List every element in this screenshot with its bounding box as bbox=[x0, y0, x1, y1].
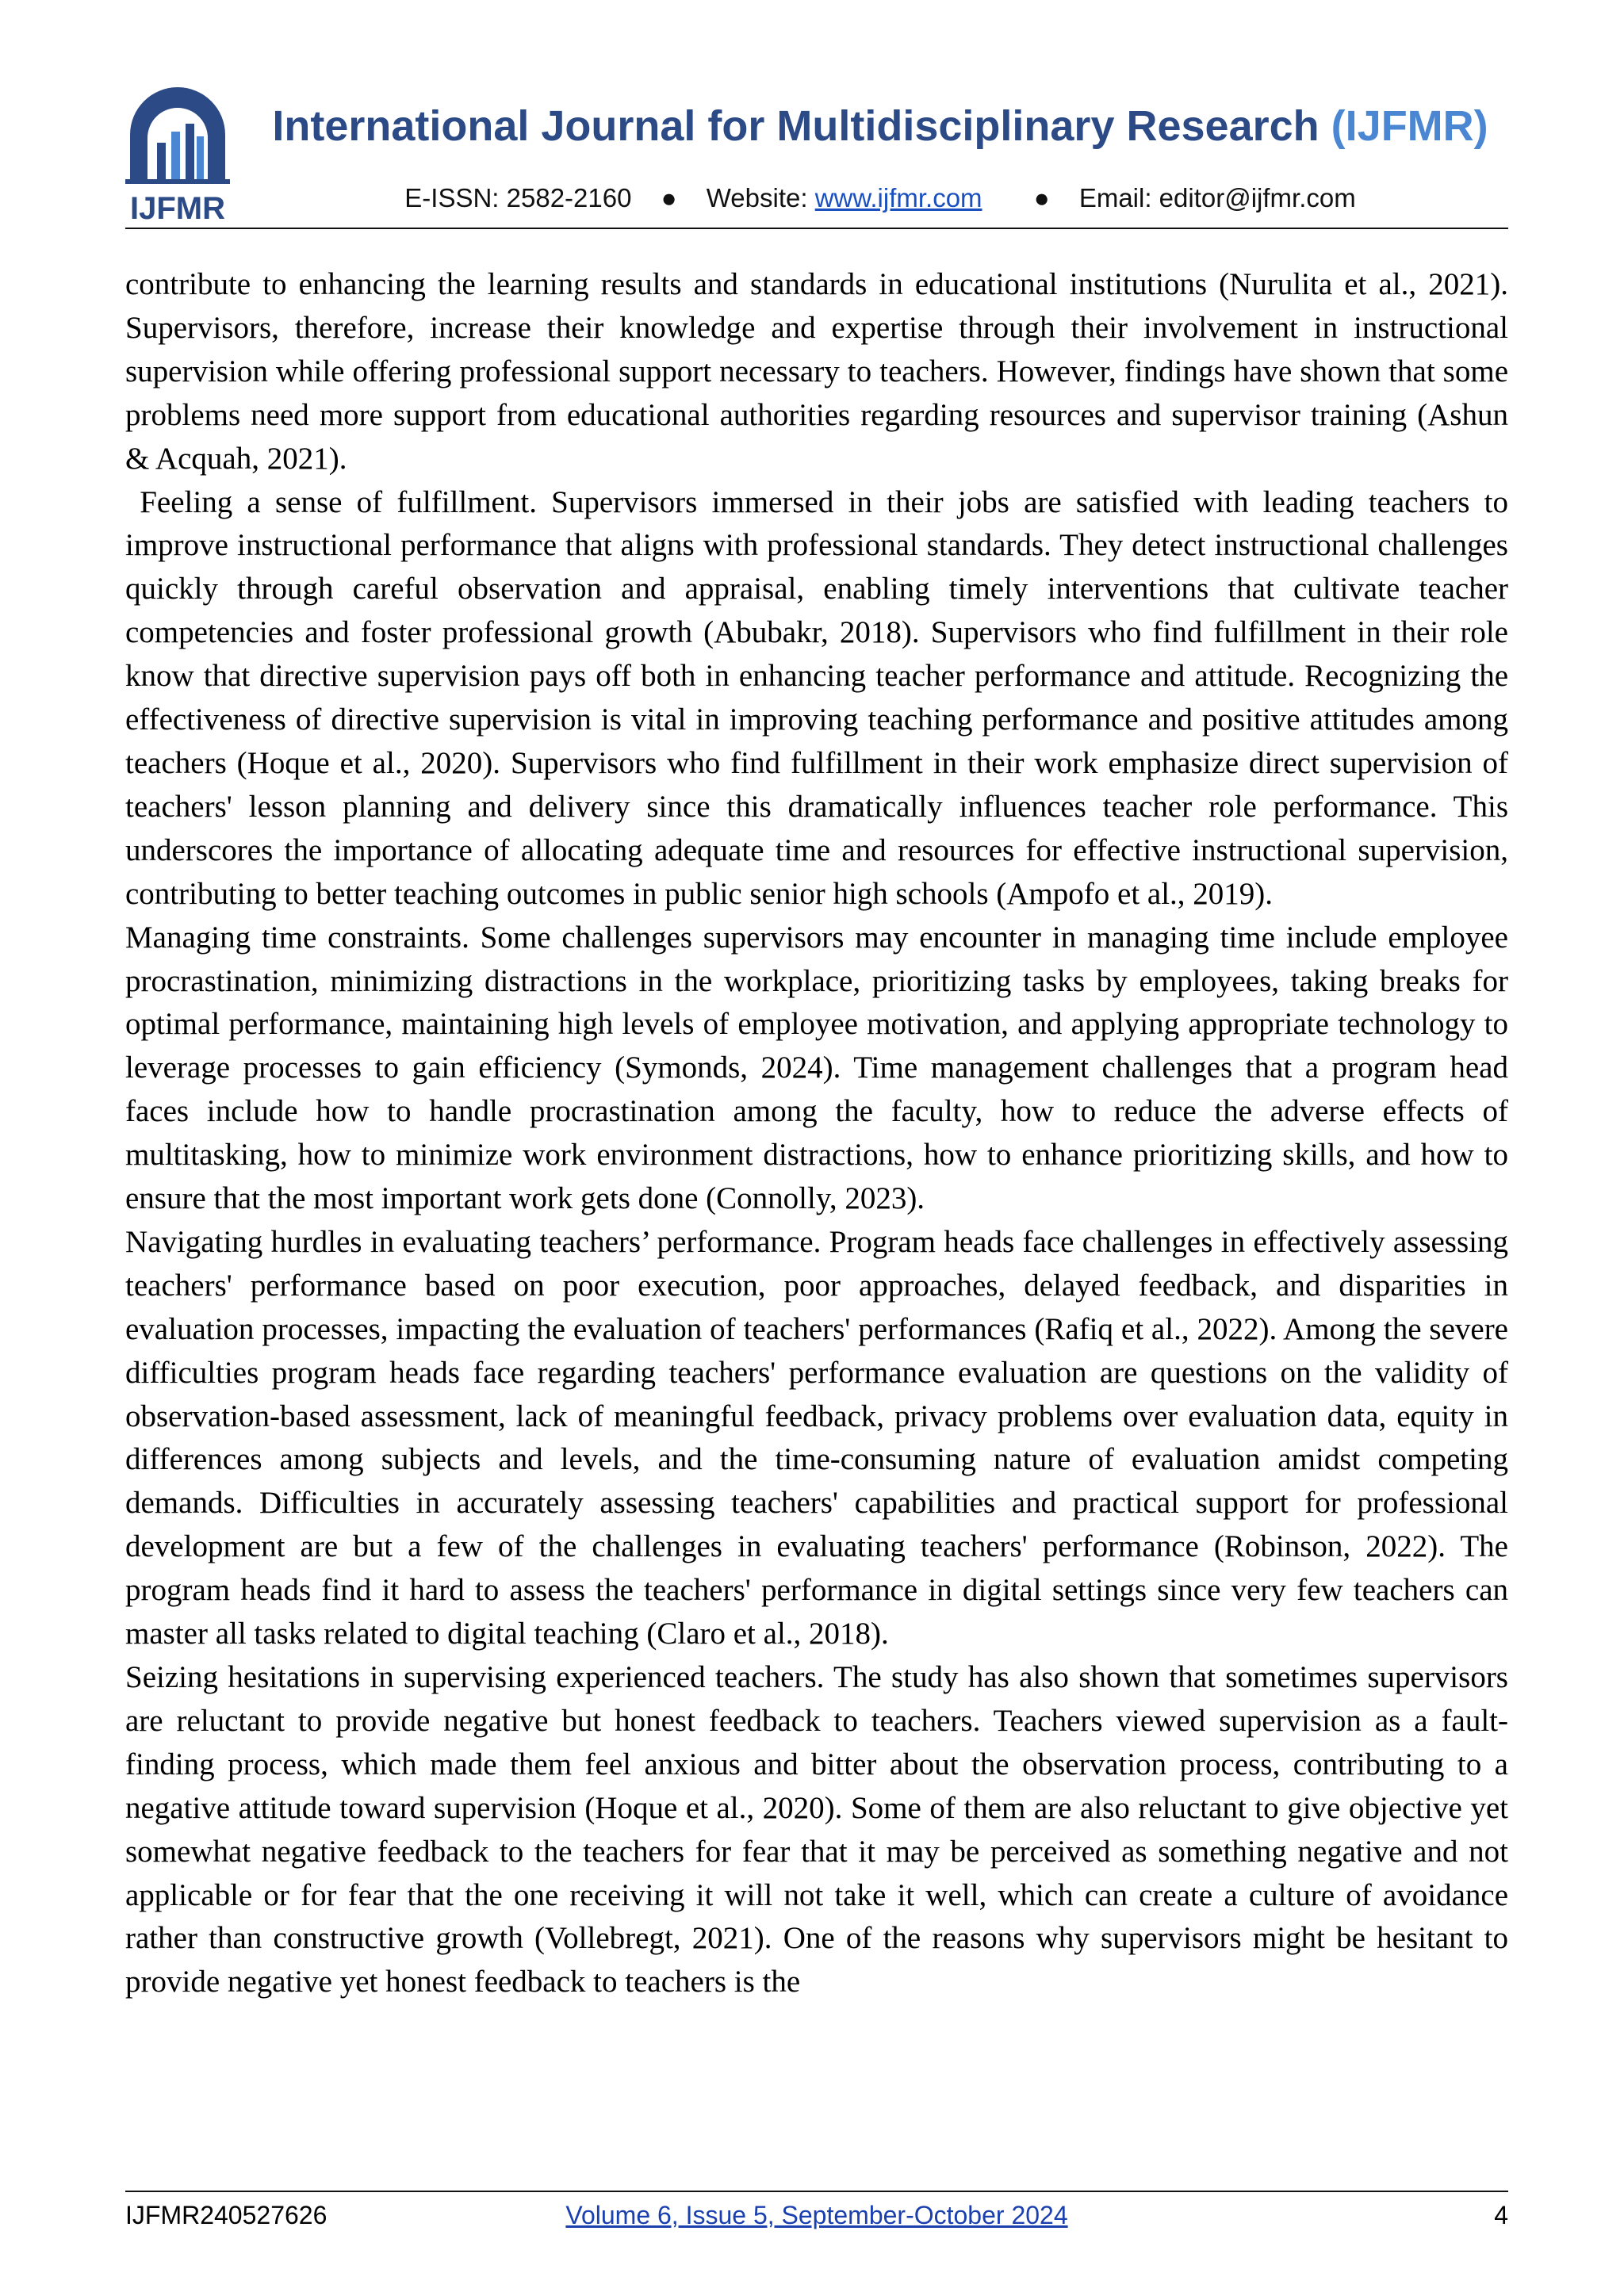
header-divider bbox=[125, 228, 1508, 229]
eissn: E-ISSN: 2582-2160 bbox=[404, 183, 632, 212]
bullet-separator: ● bbox=[1033, 183, 1050, 212]
footer-divider bbox=[125, 2191, 1508, 2192]
paper-id: IJFMR240527626 bbox=[125, 2201, 327, 2229]
journal-header bbox=[125, 86, 1508, 235]
page-footer bbox=[125, 2198, 1508, 2233]
logo-text: IJFMR bbox=[130, 191, 225, 224]
journal-abbr: (IJFMR) bbox=[1331, 102, 1488, 150]
website-link[interactable]: www.ijfmr.com bbox=[814, 183, 982, 212]
volume-issue-link[interactable]: Volume 6, Issue 5, September-October 2024 bbox=[565, 2201, 1068, 2229]
journal-name: International Journal for Multidisciplinary Research bbox=[272, 102, 1320, 150]
bullet-separator: ● bbox=[661, 183, 677, 212]
paragraph: Navigating hurdles in evaluating teachers’ performance. Program heads face challenges in effectively assessing teachers' performance based on poor execution, poor approaches, delayed feedback, and disparities in evaluation processes, impacting the evaluation of teachers' performances (Rafiq et al., 2022). Among the severe difficulties program heads face regarding teachers' performance evaluation are questions on the validity of observation-based assessment, lack of meaningful feedback, privacy problems over evaluation data, equity in differences among subjects and levels, and the time-consuming nature of evaluation amidst competing demands. Difficulties in accurately assessing teachers' capabilities and practical support for professional development are but a few of the challenges in evaluating teachers' performance (Robinson, 2022). The program heads find it hard to assess the teachers' performance in digital settings since very few teachers can master all tasks related to digital teaching (Claro et al., 2018). bbox=[125, 1224, 1508, 1651]
volume-issue-wrapper bbox=[125, 2198, 1508, 2233]
email: Email: editor@ijfmr.com bbox=[1078, 183, 1356, 212]
contact-line bbox=[252, 182, 1508, 214]
journal-title bbox=[252, 101, 1508, 151]
page-number: 4 bbox=[1494, 2201, 1508, 2229]
ijfmr-logo bbox=[125, 86, 230, 224]
paragraph: contribute to enhancing the learning results and standards in educational institutions (Nurulita et al., 2021). Supervisors, therefore, increase their knowledge and expertise through their involvement in instructional supervision while offering professional support necessary to teachers. However, findings have shown that some problems need more support from educational authorities regarding resources and supervisor training (Ashun & Acquah, 2021). bbox=[125, 267, 1508, 476]
website-label: Website: bbox=[706, 183, 808, 212]
paragraph: Managing time constraints. Some challenges supervisors may encounter in managing time include employee procrastination, minimizing distractions in the workplace, prioritizing tasks by employees, taking breaks for optimal performance, maintaining high levels of employee motivation, and applying appropriate technology to leverage processes to gain efficiency (Symonds, 2024). Time management challenges that a program head faces include how to handle procrastination among the faculty, how to reduce the adverse effects of multitasking, how to minimize work environment distractions, how to enhance prioritizing skills, and how to ensure that the most important work gets done (Connolly, 2023). bbox=[125, 920, 1508, 1216]
article-body bbox=[125, 263, 1508, 2004]
paragraph: Seizing hesitations in supervising experienced teachers. The study has also shown that sometimes supervisors are reluctant to provide negative but honest feedback to teachers. Teachers viewed supervision as a fault-finding process, which made them feel anxious and bitter about the observation process, contributing to a negative attitude toward supervision (Hoque et al., 2020). Some of them are also reluctant to give objective yet somewhat negative feedback to the teachers for fear that it may be perceived as something negative and not applicable or for fear that the one receiving it will not take it well, which can create a culture of avoidance rather than constructive growth (Vollebregt, 2021). One of the reasons why supervisors might be hesitant to provide negative yet honest feedback to teachers is the bbox=[125, 1660, 1508, 1999]
ijfmr-logo-icon bbox=[125, 86, 230, 224]
paragraph: Feeling a sense of fulfillment. Supervisors immersed in their jobs are satisfied with leading teachers to improve instructional performance that aligns with professional standards. They detect instructional challenges quickly through careful observation and appraisal, enabling timely interventions that cultivate teacher competencies and foster professional growth (Abubakr, 2018). Supervisors who find fulfillment in their role know that directive supervision pays off both in enhancing teacher performance and attitude. Recognizing the effectiveness of directive supervision is vital in improving teaching performance and positive attitudes among teachers (Hoque et al., 2020). Supervisors who find fulfillment in their work emphasize direct supervision of teachers' lesson planning and delivery since this dramatically influences teacher role performance. This underscores the importance of allocating adequate time and resources for effective instructional supervision, contributing to better teaching outcomes in public senior high schools (Ampofo et al., 2019). bbox=[125, 484, 1508, 911]
